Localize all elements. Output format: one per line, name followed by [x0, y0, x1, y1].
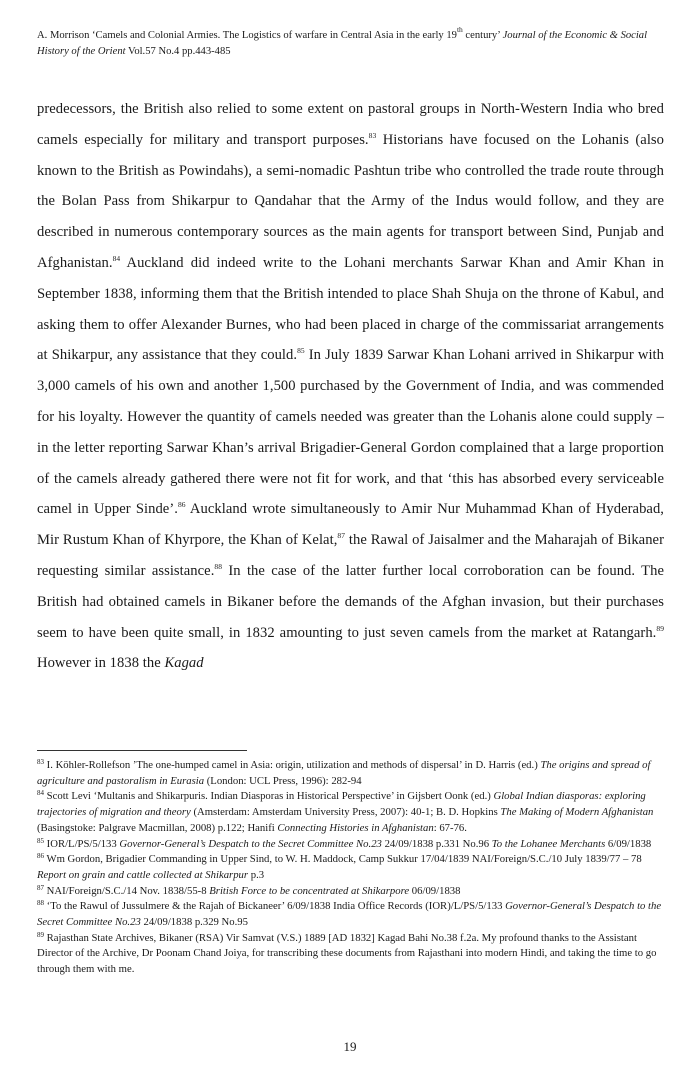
- footnote-ref-87[interactable]: 87: [337, 531, 345, 541]
- footnote-number: 85: [37, 836, 44, 845]
- header-citation-cont: century’: [462, 30, 503, 41]
- footnote-title: To the Lohanee Merchants: [491, 837, 606, 850]
- footnote-title: Global Indian diasporas: exploring trajectories of migration and theory: [37, 790, 646, 819]
- body-sentence: Auckland wrote simultaneously to Amir Nur Muhammad Khan of Hyderabad, Mir Rustum Khan of Khyrpore, the Khan of Kelat,: [37, 501, 664, 549]
- footnotes: [37, 758, 665, 978]
- footnote-text: I. Köhler-Rollefson ’The one-humped camel in Asia: origin, utilization and methods of dispersal’ in D. Harris (ed.): [44, 759, 541, 771]
- footnote-ref-84[interactable]: 84: [112, 253, 121, 263]
- footnote-ref-85[interactable]: 85: [297, 346, 305, 356]
- footnote-title: The origins and spread of agriculture and pastoralism in Eurasia: [37, 759, 651, 787]
- footnote-title: British Force to be concentrated at Shikarpore: [209, 884, 410, 897]
- footnote-text: (Amsterdam: Amsterdam University Press, 2007): 40-1; B. D. Hopkins: [190, 806, 501, 819]
- body-italic-term: Kagad: [164, 655, 204, 672]
- footnote-text: Rajasthan State Archives, Bikaner (RSA) Vir Samvat (V.S.) 1889 [AD 1832] Kagad Bahi No.38 f.2a. My profound thanks to the Assistant Director of the Archive, Dr Poonam Chand Joiya, for transcribing these documents from Rajasthani into modern Hindi, and taking the time to go through them with me.: [37, 931, 657, 976]
- footnote-89: [37, 931, 665, 978]
- footnote-ref-88[interactable]: 88: [214, 561, 223, 571]
- footnote-title: Governor-General’s Despatch to the Secret Committee No.23: [119, 837, 382, 850]
- footnote-number: 83: [37, 758, 44, 766]
- page-number: 19: [343, 1039, 357, 1054]
- footnote-text: Scott Levi ‘Multanis and Shikarpuris. Indian Diasporas in Historical Perspective’ in Gijsbert Oonk (ed.): [44, 790, 494, 803]
- footnote-text: (Basingstoke: Palgrave Macmillan, 2008) p.122; Hanifi: [37, 821, 278, 834]
- journal-title: Journal of the Economic & Social History of the Orient: [37, 30, 648, 57]
- footnote-text: 24/09/1838 p.329 No.95: [140, 916, 248, 929]
- footnote-title: Report on grain and cattle collected at Shikarpur: [37, 868, 249, 881]
- footnote-number: 88: [37, 899, 44, 908]
- body-sentence: Historians have focused on the Lohanis (also known to the British as Powindahs), a semi-nomadic Pashtun tribe who controlled the trade route through the Bolan Pass from Shikarpur to Qandahar that the Army of the Indus would follow, and they are described in numerous contemporary sources as the main agents for transport between Sind, Punjab and Afghanistan.: [37, 131, 664, 271]
- footnote-number: 89: [37, 930, 44, 939]
- footnote-separator: [37, 750, 247, 751]
- footnote-83: [37, 758, 665, 789]
- header-superscript: th: [456, 25, 463, 34]
- footnote-number: 84: [37, 789, 44, 798]
- footnote-85: [37, 837, 665, 853]
- footnote-text: p.3: [248, 868, 265, 881]
- body-sentence: predecessors, the British also relied to some extent on pastoral groups in North-Western India who bred camels especially for military and transport purposes.: [37, 101, 664, 148]
- body-sentence: In July 1839 Sarwar Khan Lohani arrived in Shikarpur with 3,000 camels of his own and another 1,500 purchased by the Government of India, and was commended for his loyalty. However the quantity of camels needed was greater than the Lohanis alone could supply – in the letter reporting Sarwar Khan’s arrival Brigadier-General Gordon complained that a large proportion of the camels already gathered there were not fit for work, and that ‘this has absorbed every serviceable camel in Upper Sinde’.: [37, 347, 664, 518]
- footnote-ref-89[interactable]: 89: [656, 623, 664, 633]
- footnote-title: The Making of Modern Afghanistan: [500, 806, 654, 819]
- body-paragraph: [37, 94, 664, 679]
- header-citation: A. Morrison ‘Camels and Colonial Armies. The Logistics of warfare in Central Asia in the early 19: [37, 30, 457, 41]
- journal-volume: Vol.57 No.4 pp.443-485: [125, 46, 231, 57]
- footnote-text: : 67-76.: [433, 821, 467, 834]
- footnote-text: (London: UCL Press, 1996): 282-94: [204, 774, 362, 787]
- body-sentence: However in 1838 the: [37, 655, 165, 672]
- footnote-text: 6/09/1838: [605, 837, 652, 850]
- footnote-text: 24/09/1838 p.331 No.96: [381, 837, 492, 850]
- body-sentence: the Rawal of Jaisalmer and the Maharajah of Bikaner requesting similar assistance.: [37, 532, 664, 579]
- footnote-ref-86[interactable]: 86: [177, 500, 186, 510]
- footnote-ref-83[interactable]: 83: [368, 130, 377, 140]
- footnote-87: [37, 884, 665, 900]
- footnote-number: 86: [37, 852, 44, 861]
- footnote-title: Governor-General’s Despatch to the Secret Committee No.23: [37, 900, 662, 929]
- footnote-title: Connecting Histories in Afghanistan: [277, 821, 434, 834]
- body-sentence: Auckland did indeed write to the Lohani merchants Sarwar Khan and Amir Khan in September 1838, informing them that the British intended to place Shah Shuja on the throne of Kabul, and asking them to offer Alexander Burnes, who had been placed in charge of the commissariat arrangements at Shikarpur, any assistance that they could.: [37, 254, 664, 364]
- footnote-86: [37, 852, 665, 883]
- footnote-text: IOR/L/PS/5/133: [44, 837, 120, 850]
- footnote-text: 06/09/1838: [409, 884, 461, 897]
- running-header: [37, 25, 667, 60]
- footnote-84: [37, 789, 665, 836]
- footnote-text: ‘To the Rawul of Jussulmere & the Rajah of Bickaneer’ 6/09/1838 India Office Records (IOR)/L/PS/5/133: [44, 900, 506, 913]
- footnote-text: NAI/Foreign/S.C./14 Nov. 1838/55-8: [44, 884, 210, 897]
- footnote-text: Wm Gordon, Brigadier Commanding in Upper Sind, to W. H. Maddock, Camp Sukkur 17/04/1839 NAI/Foreign/S.C./10 July 1839/77 – 78: [44, 853, 642, 866]
- footnote-88: [37, 899, 665, 930]
- body-sentence: In the case of the latter further local corroboration can be found. The British had obtained camels in Bikaner before the demands of the Afghan invasion, but their purchases seem to have been quite small, in 1832 amounting to just seven camels from the market at Ratangarh.: [37, 562, 665, 641]
- footnote-number: 87: [37, 883, 44, 892]
